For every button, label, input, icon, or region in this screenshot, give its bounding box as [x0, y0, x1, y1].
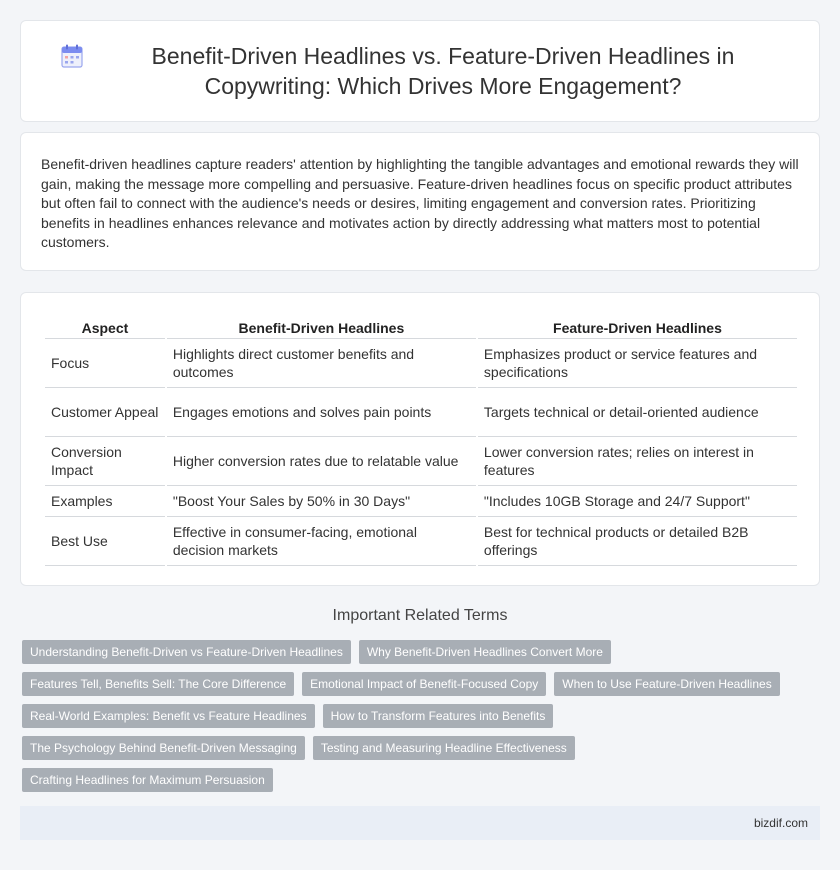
table-row	[45, 388, 797, 437]
table-cell: Best Use	[45, 517, 165, 566]
related-term-tag[interactable]: Understanding Benefit-Driven vs Feature-Driven Headlines	[22, 640, 351, 664]
table-cell: Highlights direct customer benefits and outcomes	[167, 339, 476, 388]
intro-paragraph: Benefit-driven headlines capture readers' attention by highlighting the tangible advantages and emotional rewards they will gain, making the message more compelling and persuasive. Feature-driven headlines focus on specific product attributes but often fail to connect with the audience's needs or desires, limiting engagement and conversion rates. Prioritizing benefits in headlines enhances relevance and motivates action by directly addressing what matters most to potential customers.	[41, 156, 799, 250]
comparison-table	[43, 313, 799, 566]
table-cell: Examples	[45, 486, 165, 517]
footer-site-link[interactable]: bizdif.com	[753, 816, 808, 830]
table-cell: Emphasizes product or service features and specifications	[478, 339, 797, 388]
table-cell: Conversion Impact	[45, 437, 165, 486]
related-term-tag[interactable]: Crafting Headlines for Maximum Persuasion	[22, 768, 273, 792]
related-term-tag[interactable]: Real-World Examples: Benefit vs Feature Headlines	[22, 704, 315, 728]
table-cell: Best for technical products or detailed B2B offerings	[478, 517, 797, 566]
table-row	[45, 486, 797, 517]
table-row	[45, 339, 797, 388]
page-title: Benefit-Driven Headlines vs. Feature-Driven Headlines in Copywriting: Which Drives More Engagement?	[151, 43, 735, 99]
header-card	[20, 20, 820, 122]
table-cell: Higher conversion rates due to relatable value	[167, 437, 476, 486]
footer	[20, 806, 820, 840]
table-cell: Targets technical or detail-oriented audience	[478, 388, 797, 437]
table-cell: "Boost Your Sales by 50% in 30 Days"	[167, 486, 476, 517]
table-cell: Engages emotions and solves pain points	[167, 388, 476, 437]
related-term-tag[interactable]: The Psychology Behind Benefit-Driven Messaging	[22, 736, 305, 760]
intro-card	[20, 132, 820, 271]
related-terms-title: Important Related Terms	[332, 607, 508, 624]
comparison-table-card	[20, 292, 820, 586]
related-term-tag[interactable]: Testing and Measuring Headline Effectiveness	[313, 736, 575, 760]
table-row	[45, 517, 797, 566]
table-header-aspect: Aspect	[45, 313, 165, 339]
table-cell: Customer Appeal	[45, 388, 165, 437]
related-term-tag[interactable]: When to Use Feature-Driven Headlines	[554, 672, 779, 696]
table-cell: Lower conversion rates; relies on interest in features	[478, 437, 797, 486]
table-row	[45, 437, 797, 486]
table-cell: "Includes 10GB Storage and 24/7 Support"	[478, 486, 797, 517]
related-term-tag[interactable]: Why Benefit-Driven Headlines Convert More	[359, 640, 611, 664]
related-term-tag[interactable]: How to Transform Features into Benefits	[323, 704, 554, 728]
calendar-icon	[61, 44, 83, 68]
related-terms-list	[22, 640, 812, 800]
table-header-feature: Feature-Driven Headlines	[478, 313, 797, 339]
table-cell: Focus	[45, 339, 165, 388]
table-header-benefit: Benefit-Driven Headlines	[167, 313, 476, 339]
related-term-tag[interactable]: Features Tell, Benefits Sell: The Core Difference	[22, 672, 294, 696]
related-term-tag[interactable]: Emotional Impact of Benefit-Focused Copy	[302, 672, 546, 696]
table-cell: Effective in consumer-facing, emotional decision markets	[167, 517, 476, 566]
